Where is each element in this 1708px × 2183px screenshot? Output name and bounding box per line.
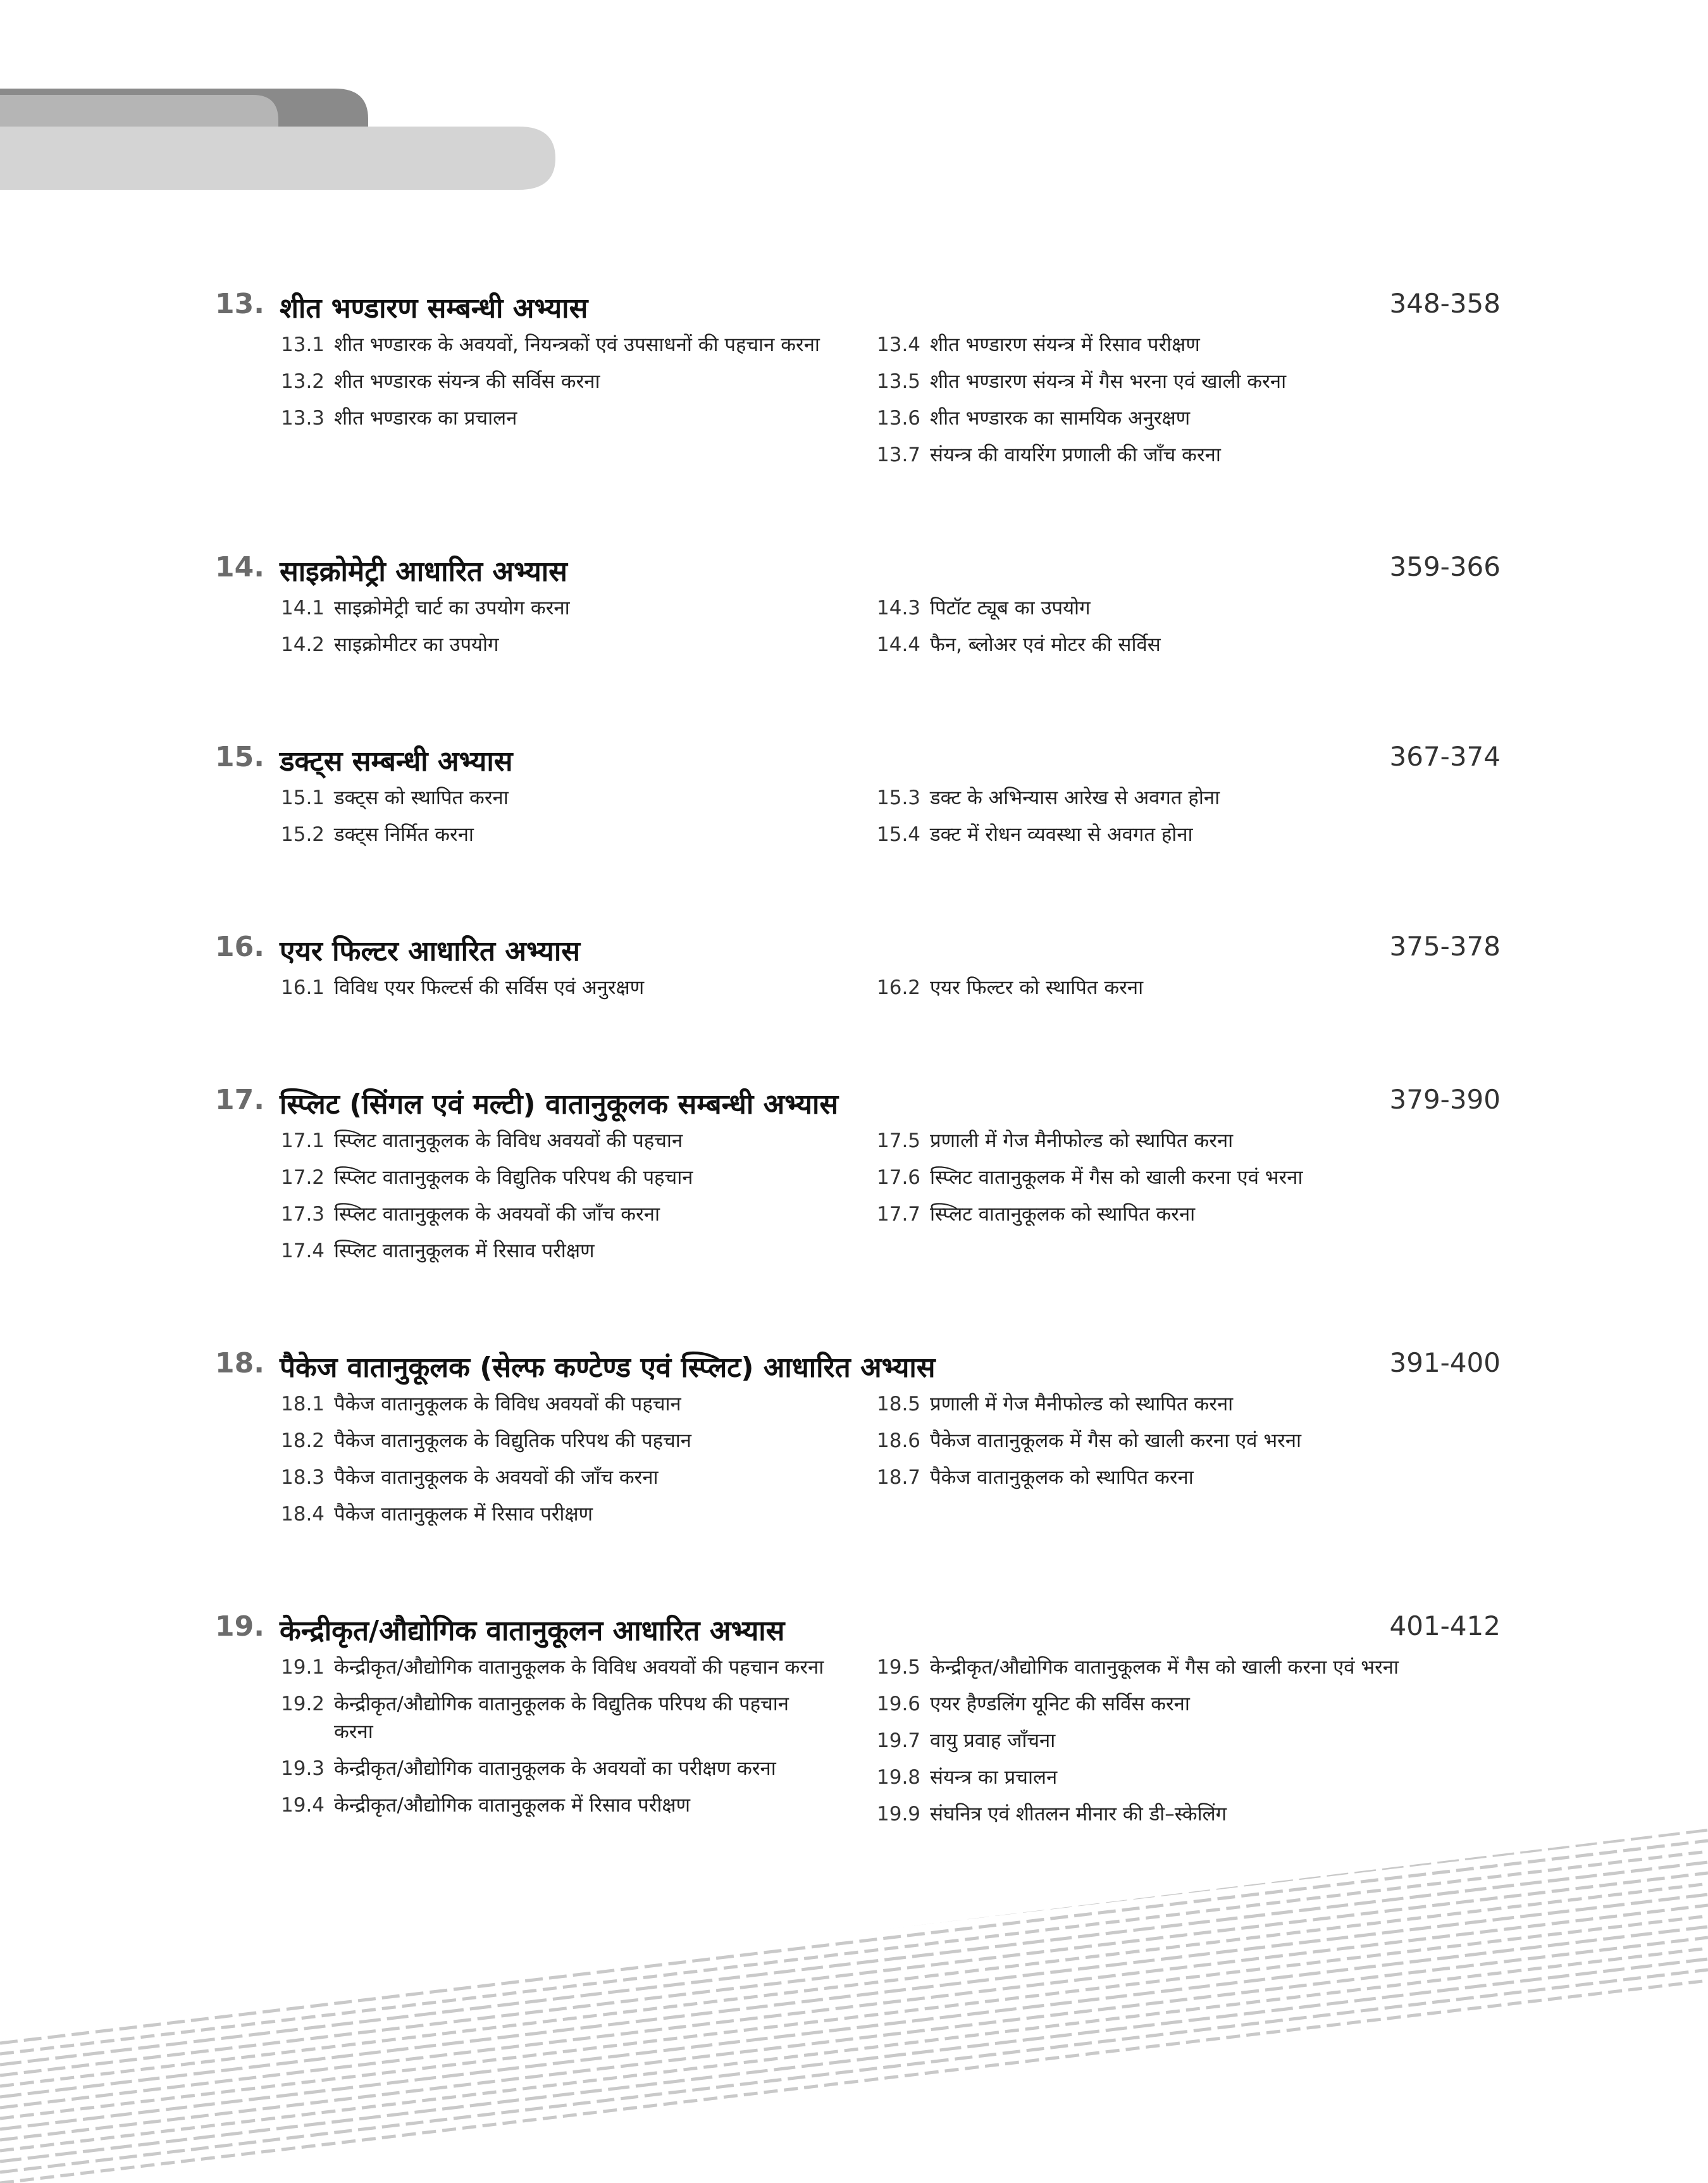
subtopic-item [281,1200,877,1228]
subtopic-column-left [215,1653,877,1837]
section-title: शीत भण्डारण सम्बन्धी अभ्यास [280,292,588,325]
subtopic-column-left [215,1127,877,1274]
subtopic-item [877,821,1501,849]
subtopic-text: केन्द्रीकृत/औद्योगिक वातानुकूलक में रिसाव परीक्षण [334,1794,691,1817]
subtopic-number: 14.3 [877,597,921,619]
subtopic-text: प्रणाली में गेज मैनीफोल्ड को स्थापित करना [930,1393,1234,1415]
subtopic-number: 17.5 [877,1129,921,1152]
subtopic-text: पैकेज वातानुकूलक में गैस को खाली करना एवं भरना [930,1429,1302,1452]
subtopic-item [281,1791,877,1819]
subtopic-number: 19.8 [877,1766,921,1789]
subtopic-number: 14.4 [877,633,921,656]
subtopic-text: डक्ट में रोधन व्यवस्था से अवगत होना [930,823,1193,846]
section-page-range: 401-412 [1389,1610,1501,1641]
subtopic-item [281,1427,877,1455]
subtopic-item [877,1763,1501,1791]
subtopic-column-right [877,1390,1501,1537]
subtopic-item [877,441,1501,469]
subtopic-text: डक्ट्स को स्थापित करना [334,787,509,809]
toc-section [215,1347,1501,1537]
subtopic-number: 18.3 [281,1466,325,1489]
subtopic-column-right [877,1653,1501,1837]
subtopic-item [281,1755,877,1782]
subtopic-number: 17.2 [281,1166,325,1189]
subtopic-item [281,974,877,1002]
subtopic-text: शीत भण्डारक का प्रचालन [334,407,517,430]
section-title: डक्ट्स सम्बन्धी अभ्यास [280,745,513,778]
subtopic-text: पैकेज वातानुकूलक में रिसाव परीक्षण [334,1503,593,1526]
subtopic-column-right [877,1127,1501,1274]
section-heading [215,1610,1501,1650]
subtopic-item [281,368,877,395]
subtopic-column-left [215,331,877,478]
subtopic-text: फैन, ब्लोअर एवं मोटर की सर्विस [930,633,1161,656]
subtopic-text: स्प्लिट वातानुकूलक में रिसाव परीक्षण [334,1240,595,1262]
subtopic-text: पैकेज वातानुकूलक के विद्युतिक परिपथ की पहचान [334,1429,692,1452]
subtopic-number: 17.3 [281,1203,325,1226]
subtopic-number: 17.7 [877,1203,921,1226]
header-tab-decoration [0,0,569,196]
subtopic-item [281,784,877,812]
subtopic-number: 14.1 [281,597,325,619]
subtopic-item [281,1164,877,1191]
section-number: 18. [215,1347,264,1379]
subtopic-item [877,1200,1501,1228]
subtopic-text: संघनित्र एवं शीतलन मीनार की डी–स्केलिंग [930,1803,1227,1825]
subtopic-number: 15.1 [281,787,325,809]
subtopic-item [877,1800,1501,1828]
subtopic-text: केन्द्रीकृत/औद्योगिक वातानुकूलक के विद्युतिक परिपथ की पहचान करना [334,1693,789,1743]
section-page-range: 375-378 [1389,931,1501,962]
subtopic-number: 15.2 [281,823,325,846]
table-of-contents [215,288,1501,1910]
subtopic-number: 18.4 [281,1503,325,1526]
subtopic-number: 18.5 [877,1393,921,1415]
subtopic-number: 17.4 [281,1240,325,1262]
toc-section [215,288,1501,478]
subtopic-text: शीत भण्डारक संयन्त्र की सर्विस करना [334,370,600,393]
section-number: 15. [215,741,264,773]
toc-section [215,551,1501,668]
subtopic-number: 13.2 [281,370,325,393]
subtopic-number: 19.4 [281,1794,325,1817]
subtopic-number: 17.1 [281,1129,325,1152]
subtopic-item [281,404,877,432]
subtopic-number: 19.5 [877,1656,921,1679]
subtopic-number: 19.9 [877,1803,921,1825]
subtopic-number: 18.1 [281,1393,325,1415]
subtopic-item [877,331,1501,359]
subtopic-text: स्प्लिट वातानुकूलक के अवयवों की जाँच करना [334,1203,660,1226]
subtopic-column-right [877,784,1501,857]
subtopic-text: पैकेज वातानुकूलक को स्थापित करना [930,1466,1194,1489]
section-heading [215,1347,1501,1386]
section-page-range: 348-358 [1389,288,1501,319]
subtopic-item [281,1127,877,1155]
subtopic-column-left [215,1390,877,1537]
subtopic-text: संयन्त्र की वायरिंग प्रणाली की जाँच करना [930,444,1221,466]
subtopic-text: विविध एयर फिल्टर्स की सर्विस एवं अनुरक्षण [334,976,645,999]
section-heading [215,931,1501,970]
subtopic-text: वायु प्रवाह जाँचना [930,1729,1056,1752]
subtopic-number: 14.2 [281,633,325,656]
toc-section [215,931,1501,1011]
section-title: साइक्रोमेट्री आधारित अभ्यास [280,556,567,588]
subtopic-number: 19.6 [877,1693,921,1715]
subtopic-text: केन्द्रीकृत/औद्योगिक वातानुकूलक में गैस को खाली करना एवं भरना [930,1656,1399,1679]
subtopic-text: संयन्त्र का प्रचालन [930,1766,1058,1789]
section-title: पैकेज वातानुकूलक (सेल्फ कण्टेण्ड एवं स्प्लिट) आधारित अभ्यास [280,1352,936,1384]
subtopic-item [281,631,877,659]
subtopic-item [281,1390,877,1418]
section-heading [215,551,1501,590]
subtopic-column-left [215,974,877,1011]
section-heading [215,741,1501,780]
subtopic-item [877,1390,1501,1418]
subtopic-item [877,1464,1501,1491]
subtopic-text: डक्ट के अभिन्यास आरेख से अवगत होना [930,787,1220,809]
subtopic-number: 19.1 [281,1656,325,1679]
subtopic-column-right [877,594,1501,668]
subtopic-item [877,974,1501,1002]
section-title: स्प्लिट (सिंगल एवं मल्टी) वातानुकूलक सम्बन्धी अभ्यास [280,1088,839,1121]
subtopic-number: 18.2 [281,1429,325,1452]
subtopic-item [877,1127,1501,1155]
subtopic-text: शीत भण्डारक के अवयवों, नियन्त्रकों एवं उपसाधनों की पहचान करना [334,333,820,356]
subtopic-text: स्प्लिट वातानुकूलक के विविध अवयवों की पहचान [334,1129,683,1152]
subtopic-number: 13.1 [281,333,325,356]
subtopic-number: 16.1 [281,976,325,999]
section-heading [215,1084,1501,1123]
toc-section [215,1610,1501,1837]
section-number: 17. [215,1084,264,1116]
section-title: केन्द्रीकृत/औद्योगिक वातानुकूलन आधारित अभ्यास [280,1615,785,1647]
subtopic-number: 19.7 [877,1729,921,1752]
subtopic-text: पिटॉट ट्यूब का उपयोग [930,597,1091,619]
section-page-range: 379-390 [1389,1084,1501,1115]
subtopic-text: पैकेज वातानुकूलक के विविध अवयवों की पहचान [334,1393,681,1415]
subtopic-column-right [877,331,1501,478]
subtopic-item [877,404,1501,432]
section-page-range: 367-374 [1389,741,1501,772]
section-heading [215,288,1501,327]
section-title: एयर फिल्टर आधारित अभ्यास [280,935,580,967]
toc-section [215,741,1501,857]
subtopic-column-left [215,594,877,668]
toc-section [215,1084,1501,1274]
subtopic-column-right [877,974,1501,1011]
subtopic-text: स्प्लिट वातानुकूलक के विद्युतिक परिपथ की पहचान [334,1166,693,1189]
subtopic-text: डक्ट्स निर्मित करना [334,823,474,846]
subtopic-text: स्प्लिट वातानुकूलक में गैस को खाली करना एवं भरना [930,1166,1303,1189]
section-page-range: 359-366 [1389,551,1501,582]
subtopic-text: प्रणाली में गेज मैनीफोल्ड को स्थापित करना [930,1129,1234,1152]
subtopic-item [877,1427,1501,1455]
subtopic-item [281,1690,877,1746]
subtopic-item [877,594,1501,622]
subtopic-number: 13.5 [877,370,921,393]
subtopic-text: साइक्रोमेट्री चार्ट का उपयोग करना [334,597,570,619]
subtopic-column-left [215,784,877,857]
subtopic-text: केन्द्रीकृत/औद्योगिक वातानुकूलक के विविध अवयवों की पहचान करना [334,1656,824,1679]
subtopic-number: 18.7 [877,1466,921,1489]
subtopic-number: 13.3 [281,407,325,430]
subtopic-item [877,1164,1501,1191]
subtopic-item [281,331,877,359]
subtopic-text: शीत भण्डारण संयन्त्र में गैस भरना एवं खाली करना [930,370,1287,393]
section-number: 13. [215,288,264,320]
subtopic-item [281,594,877,622]
stripe-line [0,1981,1708,2183]
subtopic-number: 15.4 [877,823,921,846]
subtopic-number: 19.2 [281,1693,325,1715]
subtopic-text: एयर हैण्डलिंग यूनिट की सर्विस करना [930,1693,1190,1715]
subtopic-number: 15.3 [877,787,921,809]
subtopic-text: साइक्रोमीटर का उपयोग [334,633,499,656]
section-number: 16. [215,931,264,963]
subtopic-number: 13.7 [877,444,921,466]
subtopic-item [877,784,1501,812]
subtopic-item [877,1653,1501,1681]
subtopic-text: शीत भण्डारण संयन्त्र में रिसाव परीक्षण [930,333,1200,356]
subtopic-number: 17.6 [877,1166,921,1189]
subtopic-item [281,821,877,849]
subtopic-text: एयर फिल्टर को स्थापित करना [930,976,1144,999]
subtopic-number: 13.4 [877,333,921,356]
subtopic-number: 13.6 [877,407,921,430]
section-number: 14. [215,551,264,583]
subtopic-text: स्प्लिट वातानुकूलक को स्थापित करना [930,1203,1196,1226]
section-page-range: 391-400 [1389,1347,1501,1378]
section-number: 19. [215,1610,264,1643]
subtopic-number: 19.3 [281,1757,325,1780]
subtopic-item [877,1690,1501,1718]
subtopic-text: पैकेज वातानुकूलक के अवयवों की जाँच करना [334,1466,659,1489]
subtopic-text: शीत भण्डारक का सामयिक अनुरक्षण [930,407,1191,430]
subtopic-item [877,631,1501,659]
subtopic-number: 18.6 [877,1429,921,1452]
subtopic-number: 16.2 [877,976,921,999]
subtopic-item [281,1237,877,1265]
subtopic-text: केन्द्रीकृत/औद्योगिक वातानुकूलक के अवयवों का परीक्षण करना [334,1757,776,1780]
subtopic-item [281,1500,877,1528]
subtopic-item [281,1653,877,1681]
subtopic-item [877,368,1501,395]
subtopic-item [281,1464,877,1491]
subtopic-item [877,1727,1501,1755]
